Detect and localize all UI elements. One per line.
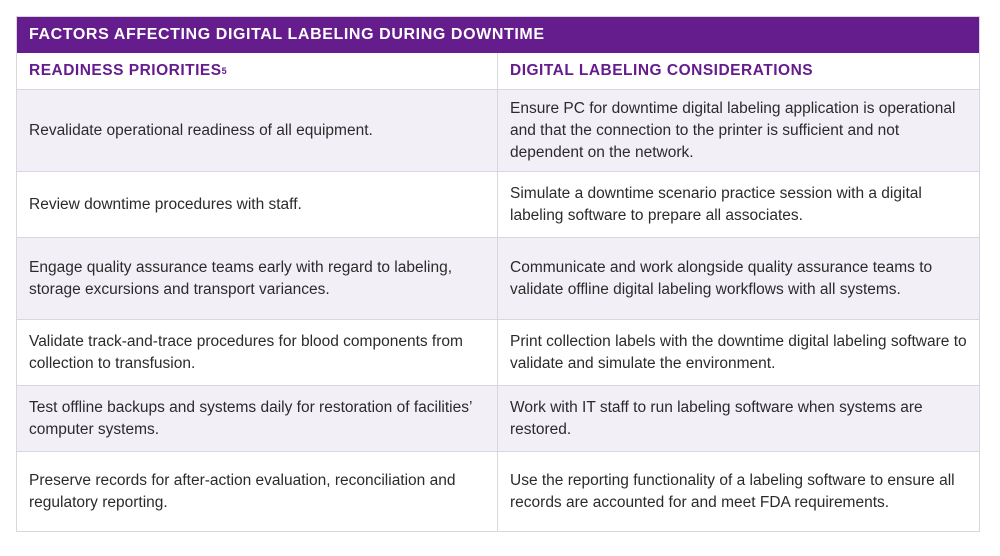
column-header-digital-labeling-considerations: DIGITAL LABELING CONSIDERATIONS — [510, 62, 814, 79]
labeling-consideration-cell: Ensure PC for downtime digital labeling application is operational and that the connection to the printer is sufficient and not dependent on the network. — [510, 99, 956, 161]
readiness-priority-cell: Validate track-and-trace procedures for blood components from collection to transfusion. — [17, 320, 498, 385]
readiness-priority-cell: Preserve records for after-action evaluation, reconciliation and regulatory reporting. — [17, 452, 498, 531]
readiness-priority-cell: Revalidate operational readiness of all equipment. — [17, 90, 498, 171]
table-row — [17, 171, 979, 237]
table-row — [17, 89, 979, 171]
table-row — [17, 237, 979, 319]
downtime-factors-table — [16, 16, 980, 532]
labeling-consideration-cell: Work with IT staff to run labeling software when systems are restored. — [510, 398, 923, 438]
readiness-priority-cell: Engage quality assurance teams early with regard to labeling, storage excursions and transport variances. — [17, 238, 498, 319]
column-header-label: READINESS PRIORITIES — [29, 62, 222, 79]
table-row — [17, 385, 979, 451]
labeling-consideration-cell: Simulate a downtime scenario practice session with a digital labeling software to prepare all associates. — [510, 184, 922, 224]
readiness-priority-cell: Test offline backups and systems daily for restoration of facilities’ computer systems. — [17, 386, 498, 451]
labeling-consideration-cell: Communicate and work alongside quality assurance teams to validate offline digital labeling workflows with all systems. — [510, 258, 933, 298]
table-header-row — [17, 53, 979, 89]
table-row — [17, 319, 979, 385]
table-title: FACTORS AFFECTING DIGITAL LABELING DURING DOWNTIME — [17, 17, 979, 53]
labeling-consideration-cell: Print collection labels with the downtime digital labeling software to validate and simulate the environment. — [510, 332, 967, 372]
readiness-priority-cell: Review downtime procedures with staff. — [17, 172, 498, 237]
table-row — [17, 451, 979, 531]
column-header-readiness-priorities: READINESS PRIORITIES 5 — [17, 53, 498, 89]
labeling-consideration-cell: Use the reporting functionality of a labeling software to ensure all records are accounted for and meet FDA requirements. — [510, 471, 955, 511]
